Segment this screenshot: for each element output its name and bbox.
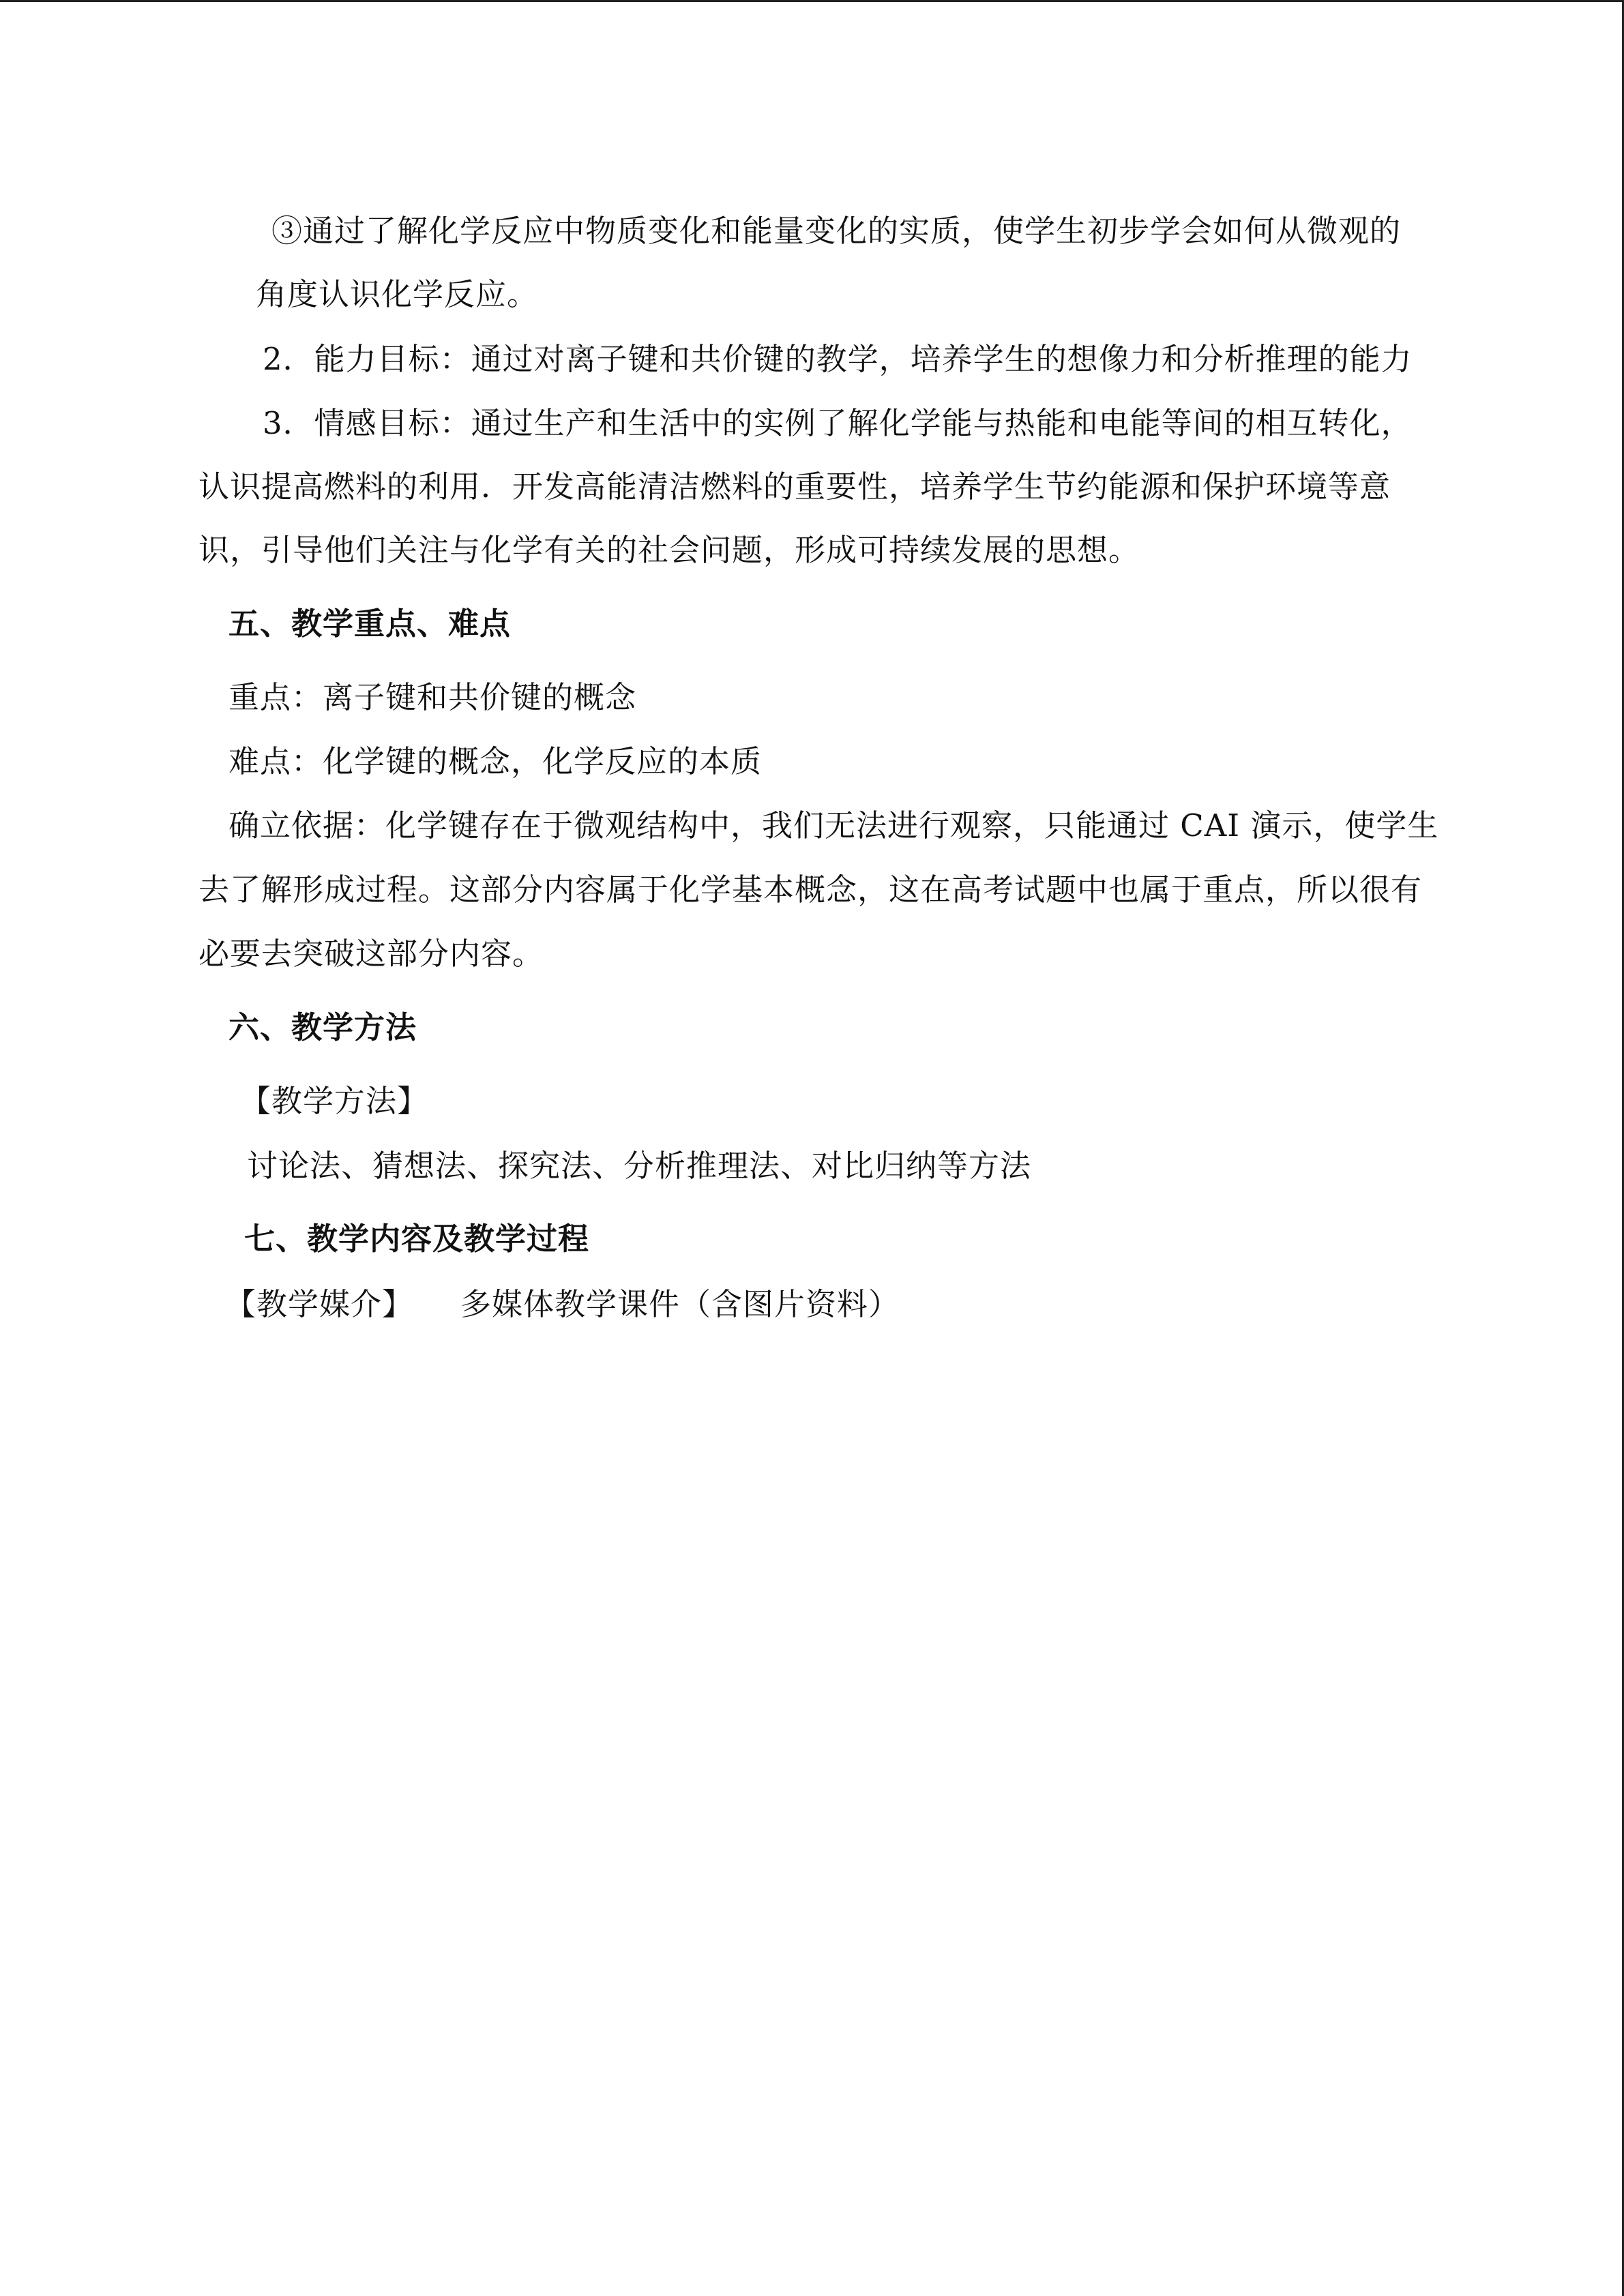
emotion-goal-line-3: 识，引导他们关注与化学有关的社会问题，形成可持续发展的思想。: [198, 532, 1140, 568]
emotion-goal-line-1: 3．情感目标：通过生产和生活中的实例了解化学能与热能和电能等间的相互转化，: [263, 405, 1413, 441]
emotion-goal-line-2: 认识提高燃料的利用．开发高能清洁燃料的重要性，培养学生节约能源和保护环境等意: [198, 468, 1391, 505]
key-point-line: 重点：离子键和共价键的概念: [228, 679, 637, 715]
method-label: 【教学方法】: [240, 1083, 429, 1119]
ability-goal-line: 2．能力目标：通过对离子键和共价键的教学，培养学生的想像力和分析推理的能力: [263, 341, 1413, 377]
section-5-heading: 五、教学重点、难点: [228, 606, 512, 642]
difficult-point-line: 难点：化学键的概念，化学反应的本质: [228, 743, 763, 779]
section-6-heading: 六、教学方法: [228, 1009, 417, 1045]
objective-3-line-2: 角度认识化学反应。: [256, 276, 539, 312]
objective-3-line-1: ③通过了解化学反应中物质变化和能量变化的实质，使学生初步学会如何从微观的: [271, 213, 1402, 249]
method-list: 讨论法、猜想法、探究法、分析推理法、对比归纳等方法: [247, 1148, 1032, 1184]
media-label: 【教学媒介】: [225, 1286, 414, 1322]
basis-line-2: 去了解形成过程。这部分内容属于化学基本概念，这在高考试题中也属于重点，所以很有: [198, 871, 1423, 908]
media-value: 多媒体教学课件（含图片资料）: [460, 1286, 900, 1322]
section-7-heading: 七、教学内容及教学过程: [244, 1221, 590, 1257]
basis-line-3: 必要去突破这部分内容。: [198, 936, 544, 972]
basis-line-1: 确立依据：化学键存在于微观结构中，我们无法进行观察，只能通过 CAI 演示，使学生: [228, 807, 1439, 844]
